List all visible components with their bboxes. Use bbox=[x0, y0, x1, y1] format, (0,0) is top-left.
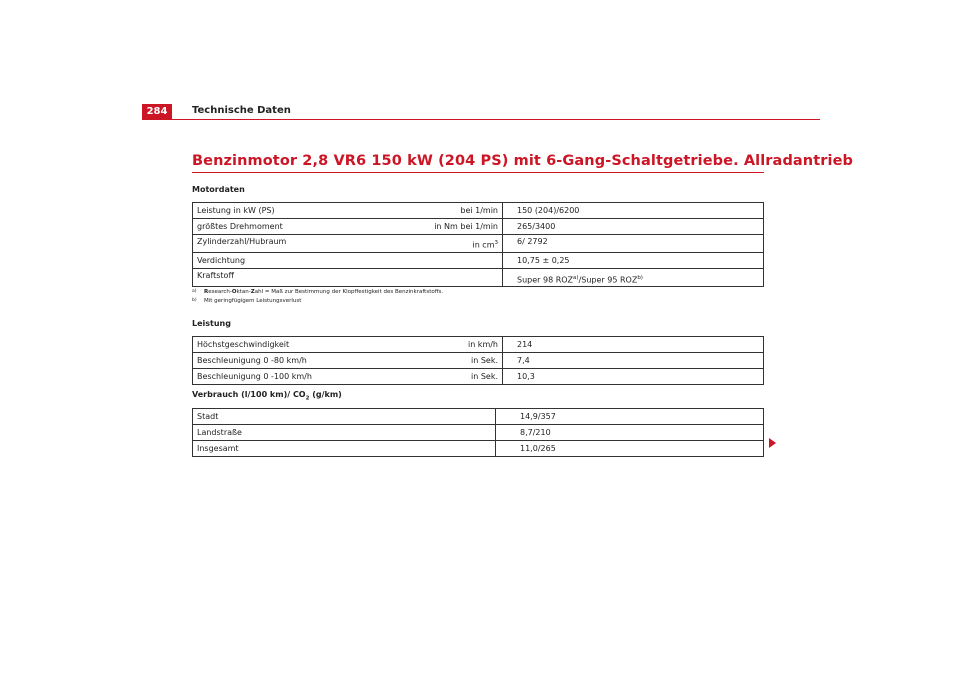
row-unit: in Nm bei 1/min bbox=[401, 219, 503, 235]
title-divider bbox=[192, 172, 764, 173]
footnote-mark: b) bbox=[192, 298, 197, 303]
footnote-b bbox=[192, 298, 301, 304]
verbrauch-heading-unit: (g/km) bbox=[309, 390, 342, 399]
row-label: Stadt bbox=[193, 409, 496, 425]
row-label: Verdichtung bbox=[193, 253, 402, 269]
row-value: 150 (204)/6200 bbox=[503, 203, 764, 219]
verbrauch-heading-text: Verbrauch (l/100 km)/ CO bbox=[192, 390, 306, 399]
footnote-z: Z bbox=[250, 289, 255, 295]
unit-superscript: 3 bbox=[494, 240, 498, 247]
row-unit bbox=[401, 269, 503, 287]
footnote-text: ahl = Maß zur Bestimmung der Klopffestigkeit des Benzinkraftstoffs. bbox=[254, 289, 444, 295]
table-row bbox=[193, 353, 764, 369]
row-value: 11,0/265 bbox=[496, 441, 764, 457]
row-label: Insgesamt bbox=[193, 441, 496, 457]
table-row bbox=[193, 269, 764, 287]
footnote-text: ktan- bbox=[236, 289, 251, 295]
running-header: Technische Daten bbox=[192, 105, 291, 116]
row-label: Beschleunigung 0 -80 km/h bbox=[193, 353, 402, 369]
row-value: 14,9/357 bbox=[496, 409, 764, 425]
row-value bbox=[503, 269, 764, 287]
row-value: 8,7/210 bbox=[496, 425, 764, 441]
table-row bbox=[193, 441, 764, 457]
row-value: 265/3400 bbox=[503, 219, 764, 235]
table-row bbox=[193, 203, 764, 219]
footnote-o: O bbox=[231, 289, 237, 295]
table-row bbox=[193, 219, 764, 235]
table-row bbox=[193, 235, 764, 253]
table-row bbox=[193, 337, 764, 353]
footnote-ref-b: b) bbox=[637, 275, 643, 282]
footnote-text: esearch- bbox=[208, 289, 232, 295]
section-heading-leistung: Leistung bbox=[192, 319, 231, 328]
row-unit: in Sek. bbox=[401, 369, 503, 385]
leistung-table bbox=[192, 336, 764, 385]
page-number: 284 bbox=[142, 104, 172, 120]
row-value: 10,3 bbox=[503, 369, 764, 385]
table-row bbox=[193, 369, 764, 385]
motordaten-table bbox=[192, 202, 764, 287]
fuel-primary: Super 98 ROZ bbox=[517, 276, 574, 285]
footnote-text: Mit geringfügigem Leistungsverlust bbox=[204, 298, 302, 304]
row-unit: in km/h bbox=[401, 337, 503, 353]
row-label: Zylinderzahl/Hubraum bbox=[193, 235, 402, 253]
row-unit bbox=[401, 235, 503, 253]
row-value: 214 bbox=[503, 337, 764, 353]
triangle-right-icon bbox=[769, 438, 776, 448]
table-row bbox=[193, 253, 764, 269]
row-unit: in Sek. bbox=[401, 353, 503, 369]
row-label: Höchstgeschwindigkeit bbox=[193, 337, 402, 353]
footnote-ref-a: a) bbox=[573, 275, 579, 282]
row-unit bbox=[401, 253, 503, 269]
section-heading-verbrauch bbox=[192, 390, 342, 402]
row-value: 7,4 bbox=[503, 353, 764, 369]
table-row bbox=[193, 409, 764, 425]
table-row bbox=[193, 425, 764, 441]
co2-subscript: 2 bbox=[305, 395, 310, 402]
row-label: Leistung in kW (PS) bbox=[193, 203, 402, 219]
row-label: Kraftstoff bbox=[193, 269, 402, 287]
header-divider bbox=[142, 119, 820, 120]
row-label: Landstraße bbox=[193, 425, 496, 441]
row-value: 6/ 2792 bbox=[503, 235, 764, 253]
row-unit: bei 1/min bbox=[401, 203, 503, 219]
page-title: Benzinmotor 2,8 VR6 150 kW (204 PS) mit 6-Gang-Schaltgetriebe. Allradantrieb bbox=[192, 153, 853, 169]
fuel-secondary: /Super 95 ROZ bbox=[578, 276, 638, 285]
row-value: 10,75 ± 0,25 bbox=[503, 253, 764, 269]
footnote-a bbox=[192, 289, 443, 295]
verbrauch-table bbox=[192, 408, 764, 457]
section-heading-motordaten: Motordaten bbox=[192, 185, 245, 194]
footnote-r: R bbox=[204, 289, 209, 295]
row-label: größtes Drehmoment bbox=[193, 219, 402, 235]
footnote-mark: a) bbox=[192, 289, 197, 294]
row-label: Beschleunigung 0 -100 km/h bbox=[193, 369, 402, 385]
unit-text: in cm bbox=[472, 241, 495, 250]
